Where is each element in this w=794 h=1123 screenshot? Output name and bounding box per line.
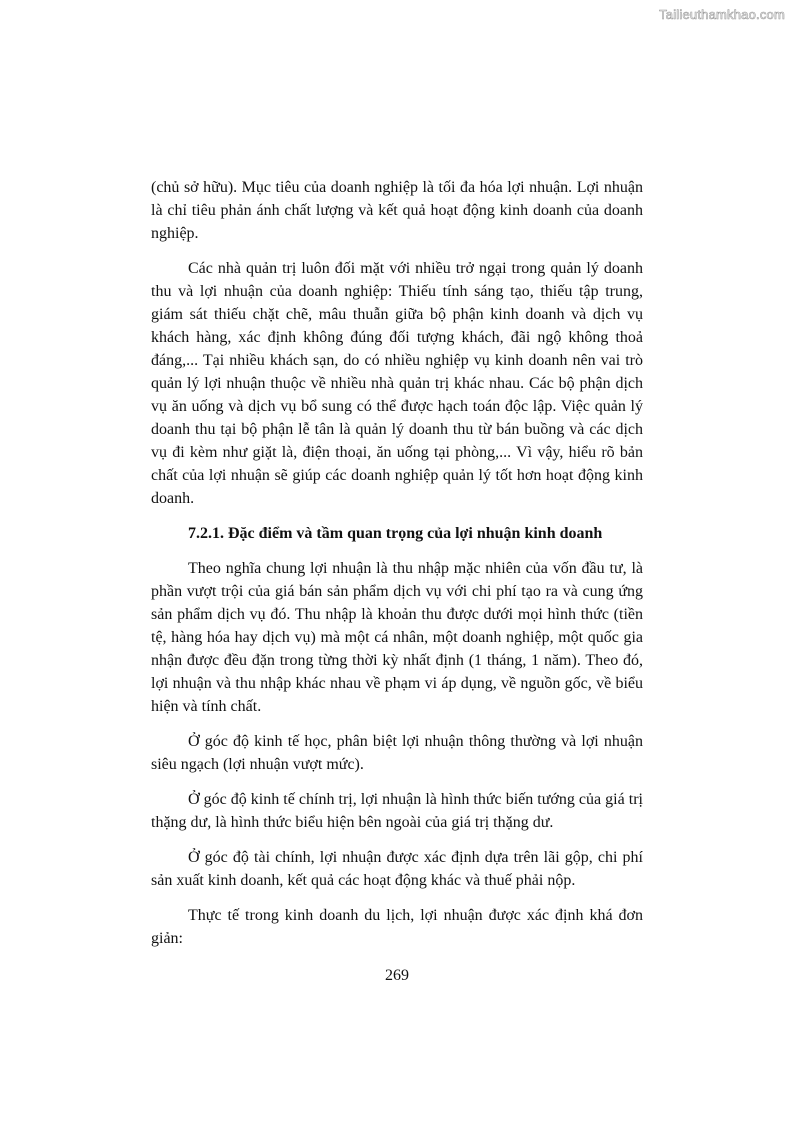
page-body <box>151 176 643 962</box>
page-number: 269 <box>385 967 409 984</box>
watermark: Tailieuthamkhao.com <box>659 7 785 22</box>
section-heading: 7.2.1. Đặc điểm và tầm quan trọng của lợi nhuận kinh doanh <box>188 525 603 542</box>
paragraph-tourism-practice: Thực tế trong kinh doanh du lịch, lợi nhuận được xác định khá đơn giản: <box>151 907 643 947</box>
paragraph-finance-view: Ở góc độ tài chính, lợi nhuận được xác định dựa trên lãi gộp, chi phí sản xuất kinh doanh, kết quả các hoạt động khác và thuế phải nộp. <box>151 849 643 889</box>
paragraph-economics-view: Ở góc độ kinh tế học, phân biệt lợi nhuận thông thường và lợi nhuận siêu ngạch (lợi nhuận vượt mức). <box>151 733 643 773</box>
paragraph-political-economy-view: Ở góc độ kinh tế chính trị, lợi nhuận là hình thức biến tướng của giá trị thặng dư, là hình thức biểu hiện bên ngoài của giá trị thặng dư. <box>151 791 643 831</box>
paragraph-profit-definition: Theo nghĩa chung lợi nhuận là thu nhập mặc nhiên của vốn đầu tư, là phần vượt trội của giá bán sản phẩm dịch vụ với chi phí tạo ra và cung ứng sản phẩm dịch vụ đó. Thu nhập là khoản thu được dưới mọi hình thức (tiền tệ, hàng hóa hay dịch vụ) mà một cá nhân, một doanh nghiệp, một quốc gia nhận được đều đặn trong từng thời kỳ nhất định (1 tháng, 1 năm). Theo đó, lợi nhuận và thu nhập khác nhau về phạm vi áp dụng, về nguồn gốc, về biểu hiện và tính chất. <box>151 560 643 715</box>
paragraph-management-obstacles: Các nhà quản trị luôn đối mặt với nhiều trở ngại trong quản lý doanh thu và lợi nhuận của doanh nghiệp: Thiếu tính sáng tạo, thiếu tập trung, giám sát thiếu chặt chẽ, mâu thuẫn giữa bộ phận kinh doanh và dịch vụ khách hàng, xác định không đúng đối tượng khách, đãi ngộ không thoả đáng,... Tại nhiều khách sạn, do có nhiều nghiệp vụ kinh doanh nên vai trò quản lý lợi nhuận thuộc về nhiều nhà quản trị khác nhau. Các bộ phận dịch vụ ăn uống và dịch vụ bổ sung có thể được hạch toán độc lập. Việc quản lý doanh thu tại bộ phận lễ tân là quản lý doanh thu từ bán buồng và các dịch vụ đi kèm như giặt là, điện thoại, ăn uống tại phòng,... Vì vậy, hiểu rõ bản chất của lợi nhuận sẽ giúp các doanh nghiệp quản lý tốt hơn hoạt động kinh doanh. <box>151 260 643 507</box>
paragraph-continuation: (chủ sở hữu). Mục tiêu của doanh nghiệp là tối đa hóa lợi nhuận. Lợi nhuận là chỉ tiêu phản ánh chất lượng và kết quả hoạt động kinh doanh của doanh nghiệp. <box>151 179 643 242</box>
